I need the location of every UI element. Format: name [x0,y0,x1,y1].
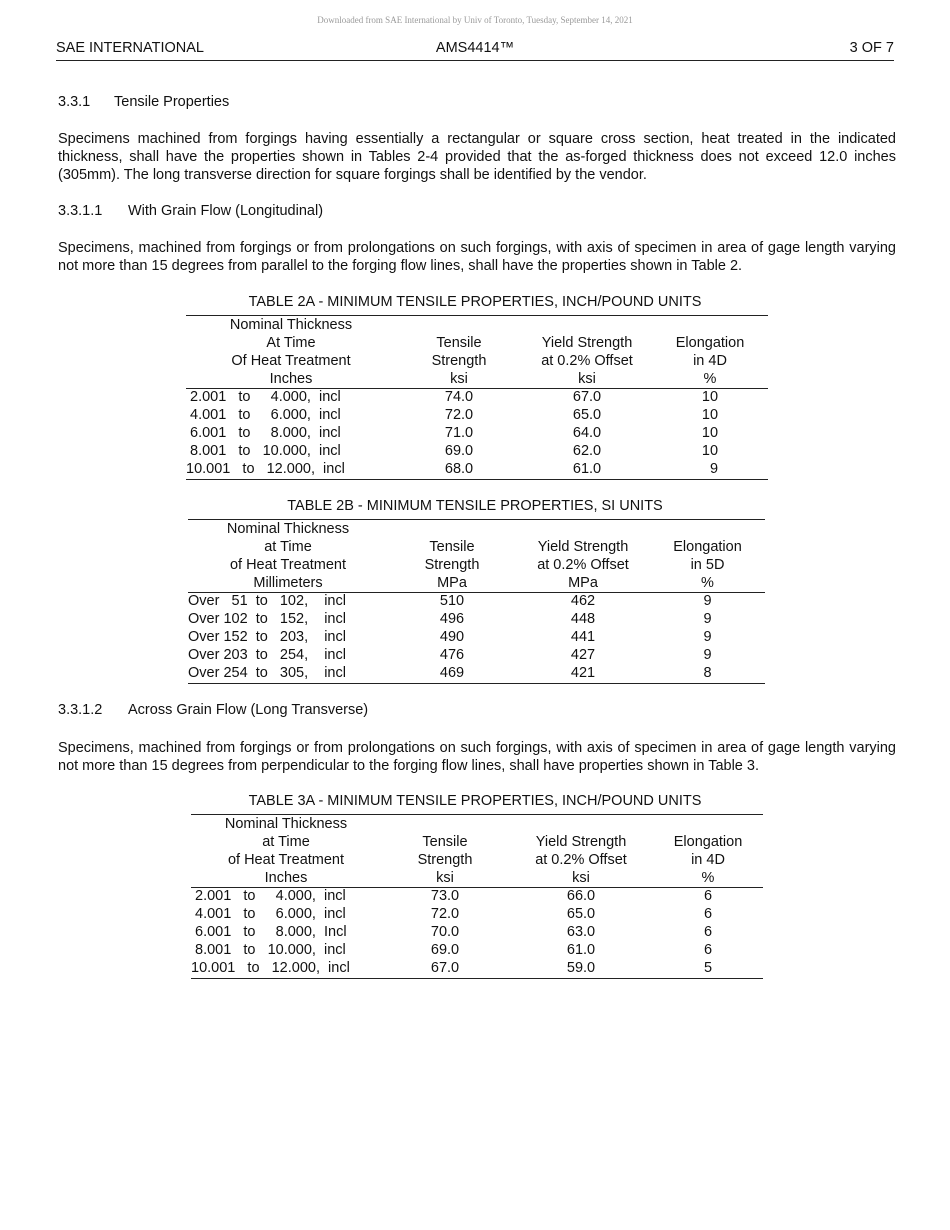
table-row [186,461,768,479]
thickness-cell: Over 152 to 203, incl [188,628,346,645]
col-head-thickness-3: Of Heat Treatment [231,353,351,369]
col-head-elong-3: % [653,869,763,888]
table-row [191,888,763,906]
yield-cell: 462 [570,593,596,609]
yield-cell: 63.0 [566,923,596,940]
elongation-cell: 6 [703,905,713,922]
col-head-yield-3: MPa [516,574,650,593]
elongation-cell: 8 [650,665,765,683]
yield-cell: 441 [570,628,596,645]
thickness-cell: 2.001 to 4.000, incl [191,888,346,904]
table-row [186,425,768,443]
col-head-thickness-3: of Heat Treatment [227,852,345,868]
section-title: Tensile Properties [114,94,230,110]
col-head-elong-2: in 5D [690,557,725,573]
col-head-elong-1: Elongation [675,335,745,351]
section-title: Across Grain Flow (Long Transverse) [128,702,369,718]
table-row [186,443,768,461]
elongation-cell: 10 [701,389,719,405]
col-head-thickness-1: Nominal Thickness [191,815,381,834]
tensile-cell: 496 [439,610,465,627]
tensile-cell: 74.0 [444,389,474,405]
col-head-thickness-1: Nominal Thickness [186,316,396,335]
thickness-cell: Over 254 to 305, incl [188,665,388,683]
col-head-yield-1: Yield Strength [541,335,633,351]
yield-cell: 448 [570,610,596,627]
yield-cell: 66.0 [566,888,596,904]
table-row [188,629,765,647]
table-row [191,924,763,942]
elongation-cell: 6 [703,923,713,940]
section-number: 3.3.1.2 [58,702,103,718]
section-heading-3-3-1-2 [58,702,368,718]
tensile-cell: 72.0 [430,905,460,922]
elongation-cell: 9 [703,628,712,645]
thickness-cell: 4.001 to 6.000, incl [186,406,341,423]
thickness-cell: 6.001 to 8.000, incl [186,424,341,441]
section-title: With Grain Flow (Longitudinal) [128,203,324,219]
tensile-cell: 469 [388,665,516,683]
col-head-tensile-1: Tensile [422,834,468,850]
col-head-thickness-3: of Heat Treatment [229,557,347,573]
col-head-thickness-4: Inches [191,869,381,888]
elongation-cell: 10 [701,424,719,441]
col-head-elong-3: % [650,574,765,593]
table-row [186,407,768,425]
table-row [191,960,763,978]
thickness-cell: Over 102 to 152, incl [188,610,346,627]
table-2a-title: TABLE 2A - MINIMUM TENSILE PROPERTIES, INCH/POUND UNITS [248,294,702,310]
elongation-cell: 6 [703,941,713,958]
elongation-cell: 9 [703,593,712,609]
yield-cell: 427 [570,646,596,663]
col-head-elong-2: in 4D [693,353,727,369]
table-row [188,611,765,629]
download-watermark: Downloaded from SAE International by Univ of Toronto, Tuesday, September 14, 2021 [317,15,633,25]
col-head-thickness-4: Inches [186,370,396,389]
col-head-tensile-1: Tensile [436,335,482,351]
thickness-cell: 10.001 to 12.000, incl [186,461,396,479]
table-3a [191,814,763,979]
yield-cell: 64.0 [572,424,602,441]
table-row [188,593,765,611]
col-head-thickness-2: at Time [262,834,310,850]
table-row [188,647,765,665]
table-2b-title: TABLE 2B - MINIMUM TENSILE PROPERTIES, SI UNITS [287,498,663,514]
thickness-cell: Over 203 to 254, incl [188,646,346,663]
tensile-cell: 69.0 [430,941,460,958]
header-org: SAE INTERNATIONAL [56,40,204,56]
col-head-tensile-2: Strength [431,353,487,369]
thickness-cell: 4.001 to 6.000, incl [191,905,346,922]
table-row [191,906,763,924]
col-head-tensile-2: Strength [424,557,480,573]
table-3a-title: TABLE 3A - MINIMUM TENSILE PROPERTIES, INCH/POUND UNITS [248,793,702,809]
section-heading-3-3-1-1 [58,203,323,219]
yield-cell: 421 [516,665,650,683]
tensile-cell: 67.0 [381,960,509,978]
col-head-yield-1: Yield Strength [537,539,629,555]
col-head-yield-2: at 0.2% Offset [537,557,629,573]
tensile-cell: 69.0 [444,442,474,459]
col-head-tensile-3: ksi [396,370,522,389]
table-2a [186,315,768,480]
col-head-yield-2: at 0.2% Offset [541,353,633,369]
thickness-cell: 10.001 to 12.000, incl [191,960,381,978]
header-doc-number: AMS4414™ [435,40,515,56]
page-header [56,38,894,61]
tensile-cell: 510 [439,593,465,609]
table-row [191,942,763,960]
col-head-elong-1: Elongation [673,834,743,850]
elongation-cell: 10 [701,442,719,459]
table-row [188,665,765,683]
tensile-cell: 490 [439,628,465,645]
elongation-cell: 6 [703,888,713,904]
col-head-tensile-1: Tensile [429,539,475,555]
col-head-thickness-1: Nominal Thickness [188,520,388,539]
thickness-cell: Over 51 to 102, incl [188,593,346,609]
tensile-cell: 70.0 [430,923,460,940]
section-number: 3.3.1.1 [58,203,103,219]
thickness-cell: 8.001 to 10.000, incl [186,442,341,459]
yield-cell: 61.0 [566,941,596,958]
yield-cell: 65.0 [572,406,602,423]
tensile-cell: 68.0 [396,461,522,479]
yield-cell: 61.0 [522,461,652,479]
thickness-cell: 8.001 to 10.000, incl [191,941,346,958]
col-head-yield-3: ksi [522,370,652,389]
yield-cell: 65.0 [566,905,596,922]
tensile-cell: 73.0 [430,888,460,904]
thickness-cell: 6.001 to 8.000, Incl [191,923,347,940]
col-head-elong-1: Elongation [673,539,742,555]
tensile-cell: 72.0 [444,406,474,423]
section-number: 3.3.1 [58,94,91,110]
table-2b [188,519,765,684]
col-head-thickness-2: At Time [266,335,316,351]
header-page-number: 3 OF 7 [849,40,894,56]
paragraph-3-3-1: Specimens machined from forgings having essentially a rectangular or square cross section, heat treated in the indicated thickness, shall have the properties shown in Tables 2-4 provided that the as-forged thickness does not exceed 12.0 inches (305mm). The long transverse direction for square forgings shall be identified by the vendor. [58,131,896,184]
yield-cell: 67.0 [572,389,602,405]
col-head-thickness-2: at Time [264,539,312,555]
paragraph-3-3-1-1: Specimens, machined from forgings or from prolongations on such forgings, with axis of specimen in area of gage length varying not more than 15 degrees from parallel to the forging flow lines, shall have the properties shown in Table 2. [58,240,896,275]
section-heading-3-3-1 [58,94,229,110]
col-head-tensile-3: ksi [381,869,509,888]
elongation-cell: 9 [703,610,712,627]
col-head-elong-3: % [652,370,768,389]
table-row [186,389,768,407]
elongation-cell: 9 [652,461,768,479]
col-head-yield-3: ksi [509,869,653,888]
elongation-cell: 5 [653,960,763,978]
thickness-cell: 2.001 to 4.000, incl [186,389,341,405]
col-head-elong-2: in 4D [691,852,725,868]
yield-cell: 62.0 [572,442,602,459]
yield-cell: 59.0 [509,960,653,978]
elongation-cell: 10 [701,406,719,423]
col-head-yield-2: at 0.2% Offset [535,852,627,868]
col-head-yield-1: Yield Strength [535,834,627,850]
elongation-cell: 9 [703,646,712,663]
tensile-cell: 476 [439,646,465,663]
col-head-tensile-3: MPa [388,574,516,593]
tensile-cell: 71.0 [444,424,474,441]
col-head-tensile-2: Strength [417,852,473,868]
col-head-thickness-4: Millimeters [188,574,388,593]
paragraph-3-3-1-2: Specimens, machined from forgings or from prolongations on such forgings, with axis of specimen in area of gage length varying not more than 15 degrees from perpendicular to the forging flow lines, shall have properties shown in Table 3. [58,740,896,775]
